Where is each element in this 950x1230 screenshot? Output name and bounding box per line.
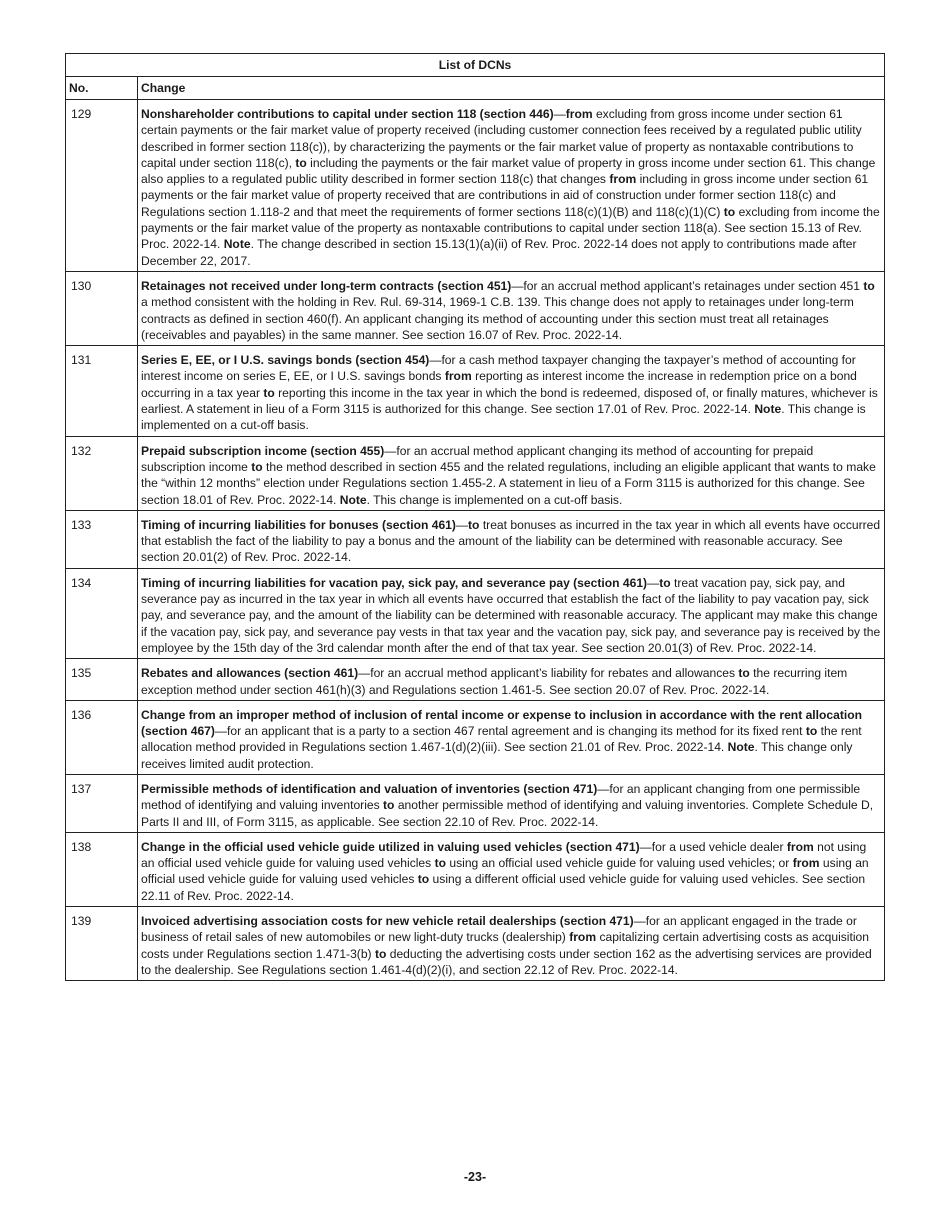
change-text-bold: to xyxy=(383,798,395,813)
change-text-bold: to xyxy=(863,278,875,293)
dcn-change-description xyxy=(138,907,885,981)
dcn-number: 130 xyxy=(66,271,138,345)
dcn-change-description xyxy=(138,100,885,272)
change-text-bold: from xyxy=(609,172,637,187)
change-text: including the payments or the fair market value of property in gross income under section 61. This change also applies to a regulated public utility described in former section 118(c) that changes xyxy=(141,155,876,187)
dcn-number: 135 xyxy=(66,659,138,701)
dcn-table xyxy=(65,53,885,981)
table-row xyxy=(66,659,885,701)
change-text: capitalizing certain advertising costs as acquisition costs under Regulations section 1.471-3(b) xyxy=(141,930,869,961)
change-text: the recurring item exception method under section 461(h)(3) and Regulations section 1.461-5. See section 20.07 of Rev. Proc. 2022-14. xyxy=(141,666,848,697)
change-text: reporting this income in the tax year in which the bond is redeemed, disposed of, or finally matures, whichever is earliest. A statement in lieu of a Form 3115 is authorized for this change. See section 17.01 of Rev. Proc. 2022-14. xyxy=(141,385,878,417)
change-text: —for a cash method taxpayer changing the taxpayer’s method of accounting for interest income on series E, EE, or I U.S. savings bonds xyxy=(141,353,856,384)
change-text-bold: Note xyxy=(339,492,367,507)
change-text-bold: Permissible methods of identification and valuation of inventories (section 471) xyxy=(141,781,598,796)
change-text-bold: to xyxy=(434,856,446,871)
change-text-bold: to xyxy=(738,666,750,681)
table-caption-row xyxy=(66,54,885,77)
change-text: — xyxy=(647,575,660,590)
change-text: . This change is implemented on a cut-off basis. xyxy=(141,402,866,433)
change-text-bold: to xyxy=(659,575,671,590)
dcn-change-description xyxy=(138,774,885,832)
table-header-row xyxy=(66,77,885,100)
table-row xyxy=(66,100,885,272)
change-text-bold: Prepaid subscription income (section 455) xyxy=(141,443,385,458)
change-text-bold: Series E, EE, or I U.S. savings bonds (section 454) xyxy=(141,353,430,368)
dcn-change-description xyxy=(138,510,885,568)
change-text: reporting as interest income the increase in redemption price on a bond occurring in a tax year xyxy=(141,369,857,400)
table-row xyxy=(66,700,885,774)
dcn-change-description xyxy=(138,436,885,510)
change-text: — xyxy=(455,517,469,532)
change-text-bold: from xyxy=(569,930,597,945)
change-text-bold: Change in the official used vehicle guide utilized in valuing used vehicles (section 471) xyxy=(141,839,640,854)
change-text: . The change described in section 15.13(1)(a)(ii) of Rev. Proc. 2022-14 does not apply to contributions made after December 22, 2017. xyxy=(141,237,857,268)
change-text-bold: from xyxy=(792,856,820,871)
change-text: excluding from gross income under section 61 certain payments or the fair market value of property received (including customer connection fees received by a regulated public utility described in former section 118(c)), by characterizing the payments or the fair market value of property as nontaxable contributions to capital under section 118(c), xyxy=(141,107,862,170)
change-text: not using an official used vehicle guide for valuing used vehicles xyxy=(141,839,867,871)
dcn-number: 133 xyxy=(66,510,138,568)
change-text: . This change only receives limited audit protection. xyxy=(141,740,853,771)
dcn-change-description xyxy=(138,659,885,701)
dcn-change-description xyxy=(138,700,885,774)
change-text-bold: Note xyxy=(754,402,782,417)
change-text: —for an applicant changing from one permissible method of identifying and valuing inventories xyxy=(141,781,861,813)
change-text-bold: Timing of incurring liabilities for bonuses (section 461) xyxy=(141,517,456,532)
dcn-change-description xyxy=(138,568,885,658)
change-text-bold: to xyxy=(374,946,387,961)
change-text-bold: Retainages not received under long-term contracts (section 451) xyxy=(141,278,512,293)
change-text-bold: to xyxy=(468,517,480,532)
column-header-no: No. xyxy=(66,77,138,100)
table-row xyxy=(66,510,885,568)
change-text: treat bonuses as incurred in the tax year in which all events have occurred that establish the fact of the liability to pay a bonus and the amount of the liability can be determined with reasonable accuracy. See section 20.01(2) of Rev. Proc. 2022-14. xyxy=(141,517,881,565)
change-text: excluding from income the payments or the fair market value of the property as nontaxable contributions to capital under section 118(a). See section 15.13 of Rev. Proc. 2022-14. xyxy=(141,204,880,252)
dcn-number: 129 xyxy=(66,100,138,272)
change-text-bold: Timing of incurring liabilities for vacation pay, sick pay, and severance pay (section 461) xyxy=(141,575,648,590)
change-text: a method consistent with the holding in Rev. Rul. 69-314, 1969-1 C.B. 139. This change does not apply to retainages under long-term contracts as defined in section 460(f). An applicant changing its method of accounting under this section must treat all retainages (receivables and payables) in the same manner. See section 16.07 of Rev. Proc. 2022-14. xyxy=(141,295,854,342)
change-text: the method described in section 455 and the related regulations, including an eligible applicant that wants to make the “within 12 months” election under Regulations section 1.455-2. A statement in lieu of a Form 3115 is authorized for this change. See section 18.01 of Rev. Proc. 2022-14. xyxy=(141,459,876,507)
change-text: using an official used vehicle guide for valuing used vehicles xyxy=(141,856,869,887)
change-text-bold: Note xyxy=(727,740,755,755)
dcn-change-description xyxy=(138,832,885,906)
change-text-bold: to xyxy=(417,872,430,887)
dcn-number: 136 xyxy=(66,700,138,774)
change-text-bold: Nonshareholder contributions to capital under section 118 (section 446) xyxy=(141,107,554,121)
change-text-bold: to xyxy=(295,155,307,170)
change-text-bold: Note xyxy=(223,237,251,252)
change-text-bold: to xyxy=(251,459,263,474)
change-text-bold: Rebates and allowances (section 461) xyxy=(141,666,359,681)
change-text-bold: Change from an improper method of inclusion of rental income or expense to inclusion in accordance with the rent allocation (section 467) xyxy=(141,707,863,739)
change-text-bold: from xyxy=(444,369,472,384)
change-text: —for a used vehicle dealer xyxy=(639,839,787,854)
change-text: treat vacation pay, sick pay, and severance pay as incurred in the tax year in which all events have occurred that establish the fact of the liability to pay vacation pay, sick pay, and severance pay, and the amount of the liability can be determined with reasonable accuracy. The applicant may make this change if the vacation pay, sick pay, and severance pay vests in that tax year and the vacation pay, sick pay, and severance pay is received by the employee by the 15th day of the 3rd calendar month after the end of that tax year. See section 20.01(3) of Rev. Proc. 2022-14. xyxy=(141,575,881,655)
change-text: —for an accrual method applicant changing its method of accounting for prepaid subscription income xyxy=(141,443,814,474)
table-row xyxy=(66,346,885,436)
column-header-change: Change xyxy=(138,77,885,100)
dcn-change-description xyxy=(138,271,885,345)
change-text-bold: Invoiced advertising association costs for new vehicle retail dealerships (section 471) xyxy=(141,914,634,929)
dcn-number: 134 xyxy=(66,568,138,658)
change-text: using a different official used vehicle guide for valuing used vehicles. See section 22.11 of Rev. Proc. 2022-14. xyxy=(141,872,866,903)
table-row xyxy=(66,568,885,658)
dcn-number: 137 xyxy=(66,774,138,832)
table-row xyxy=(66,774,885,832)
change-text: using an official used vehicle guide for valuing used vehicles; or xyxy=(446,856,793,871)
change-text: —for an applicant engaged in the trade or business of retail sales of new automobiles or new light-duty trucks (dealership) xyxy=(141,914,857,945)
change-text-bold: to xyxy=(723,204,736,219)
table-body xyxy=(66,100,885,981)
change-text: — xyxy=(553,107,566,121)
table-row xyxy=(66,271,885,345)
page-number: -23- xyxy=(463,1170,487,1184)
dcn-number: 131 xyxy=(66,346,138,436)
table-row xyxy=(66,436,885,510)
dcn-change-description xyxy=(138,346,885,436)
change-text: deducting the advertising costs under section 162 as the advertising services are provided to the dealership. See Regulations section 1.461-4(d)(2)(i), and section 22.12 of Rev. Proc. 2022-14. xyxy=(141,946,872,977)
dcn-number: 132 xyxy=(66,436,138,510)
table-title: List of DCNs xyxy=(66,54,885,77)
dcn-number: 138 xyxy=(66,832,138,906)
change-text: —for an accrual method applicant’s retainages under section 451 xyxy=(511,278,864,293)
change-text: including in gross income under section 61 payments or the fair market value of property received that are contributions in aid of construction under former section 118(c) and Regulations section 1.118-2 and that meet the requirements of former sections 118(c)(1)(B) and 118(c)(1)(C) xyxy=(141,172,869,219)
change-text: —for an applicant that is a party to a section 467 rental agreement and is changing its method for its fixed rent xyxy=(214,724,806,739)
table-row xyxy=(66,907,885,981)
change-text: the rent allocation method provided in Regulations section 1.467-1(d)(2)(iii). See section 21.01 of Rev. Proc. 2022-14. xyxy=(141,724,862,755)
change-text-bold: from xyxy=(786,839,814,854)
change-text: another permissible method of identifying and valuing inventories. Complete Schedule D, Parts II and III, of Form 3115, as applicable. See section 22.10 of Rev. Proc. 2022-14. xyxy=(141,798,874,829)
dcn-number: 139 xyxy=(66,907,138,981)
change-text-bold: from xyxy=(565,107,593,121)
change-text: —for an accrual method applicant’s liability for rebates and allowances xyxy=(358,666,739,681)
change-text: . This change is implemented on a cut-off basis. xyxy=(366,492,623,507)
change-text-bold: to xyxy=(263,385,275,400)
change-text-bold: to xyxy=(805,724,818,739)
table-row xyxy=(66,832,885,906)
